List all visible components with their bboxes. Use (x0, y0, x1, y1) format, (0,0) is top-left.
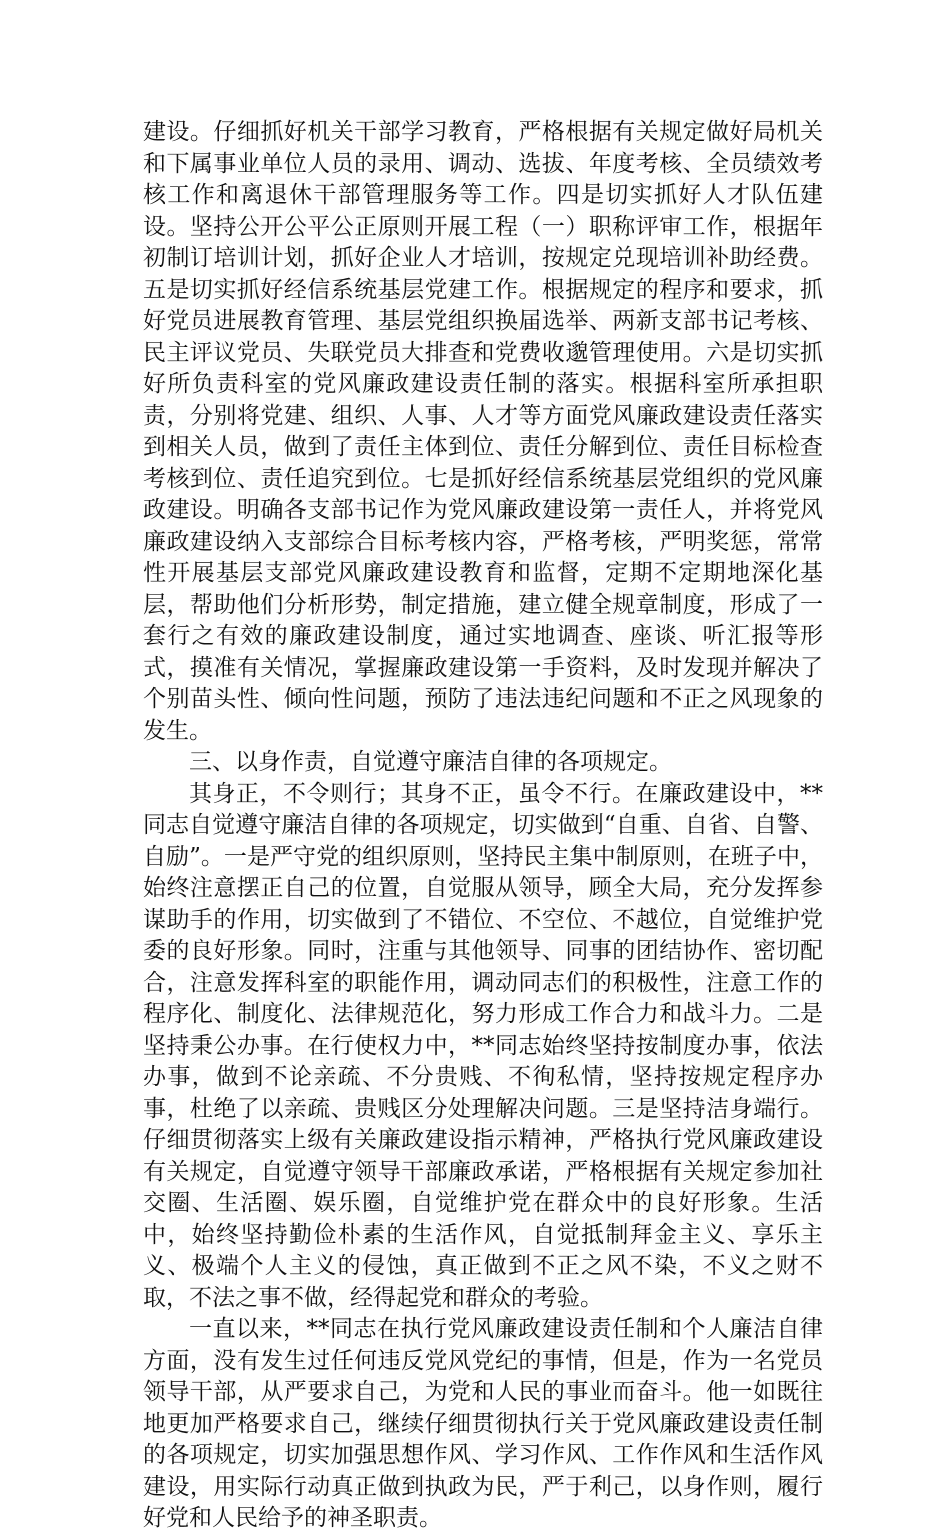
section-heading-three: 三、以身作责，自觉遵守廉洁自律的各项规定。 (189, 749, 672, 775)
document-page (143, 117, 823, 1535)
paragraph-3: 其身正，不令则行；其身不正，虽令不行。在廉政建设中，**同志自觉遵守廉洁自律的各项规定，切实做到“自重、自省、自警、自励”。一是严守党的组织原则，坚持民主集中制原则，在班子中，始终注意摆正自己的位置，自觉服从领导，顾全大局，充分发挥参谋助手的作用，切实做到了不错位、不空位、不越位，自觉维护党委的良好形象。同时，注重与其他领导、同事的团结协作、密切配合，注意发挥科室的职能作用，调动同志们的积极性，注意工作的程序化、制度化、法律规范化，努力形成工作合力和战斗力。二是坚持秉公办事。在行使权力中，**同志始终坚持按制度办事，依法办事，做到不论亲疏、不分贵贱、不徇私情，坚持按规定程序办事，杜绝了以亲疏、贵贱区分处理解决问题。三是坚持洁身端行。仔细贯彻落实上级有关廉政建设指示精神，严格执行党风廉政建设有关规定，自觉遵守领导干部廉政承诺，严格根据有关规定参加社交圈、生活圈、娱乐圈，自觉维护党在群众中的良好形象。生活中，始终坚持勤俭朴素的生活作风，自觉抵制拜金主义、享乐主义、极端个人主义的侵蚀，真正做到不正之风不染，不义之财不取，不法之事不做，经得起党和群众的考验。 (143, 780, 823, 1311)
paragraph-4: 一直以来，**同志在执行党风廉政建设责任制和个人廉洁自律方面，没有发生过任何违反党风党纪的事情，但是，作为一名党员领导干部，从严要求自己，为党和人民的事业而奋斗。他一如既往地更加严格要求自己，继续仔细贯彻执行关于党风廉政建设责任制的各项规定，切实加强思想作风、学习作风、工作作风和生活作风建设，用实际行动真正做到执政为民，严于利己，以身作则，履行好党和人民给予的神圣职责。 (143, 1316, 823, 1531)
paragraph-1: 建设。仔细抓好机关干部学习教育，严格根据有关规定做好局机关和下属事业单位人员的录用、调动、选拔、年度考核、全员绩效考核工作和离退休干部管理服务等工作。四是切实抓好人才队伍建设。坚持公开公平公正原则开展工程（一）职称评审工作，根据年初制订培训计划，抓好企业人才培训，按规定兑现培训补助经费。五是切实抓好经信系统基层党建工作。根据规定的程序和要求，抓好党员进展教育管理、基层党组织换届选举、两新支部书记考核、民主评议党员、失联党员大排查和党费收邈管理使用。六是切实抓好所负责科室的党风廉政建设责任制的落实。根据科室所承担职责，分别将党建、组织、人事、人才等方面党风廉政建设责任落实到相关人员，做到了责任主体到位、责任分解到位、责任目标检查考核到位、责任追究到位。七是抓好经信系统基层党组织的党风廉政建设。明确各支部书记作为党风廉政建设第一责任人，并将党风廉政建设纳入支部综合目标考核内容，严格考核，严明奖惩，常常性开展基层支部党风廉政建设教育和监督，定期不定期地深化基层，帮助他们分析形势，制定措施，建立健全规章制度，形成了一套行之有效的廉政建设制度，通过实地调查、座谈、听汇报等形式，摸准有关情况，掌握廉政建设第一手资料，及时发现并解决了个别苗头性、倾向性问题，预防了违法违纪问题和不正之风现象的发生。 (143, 119, 823, 744)
